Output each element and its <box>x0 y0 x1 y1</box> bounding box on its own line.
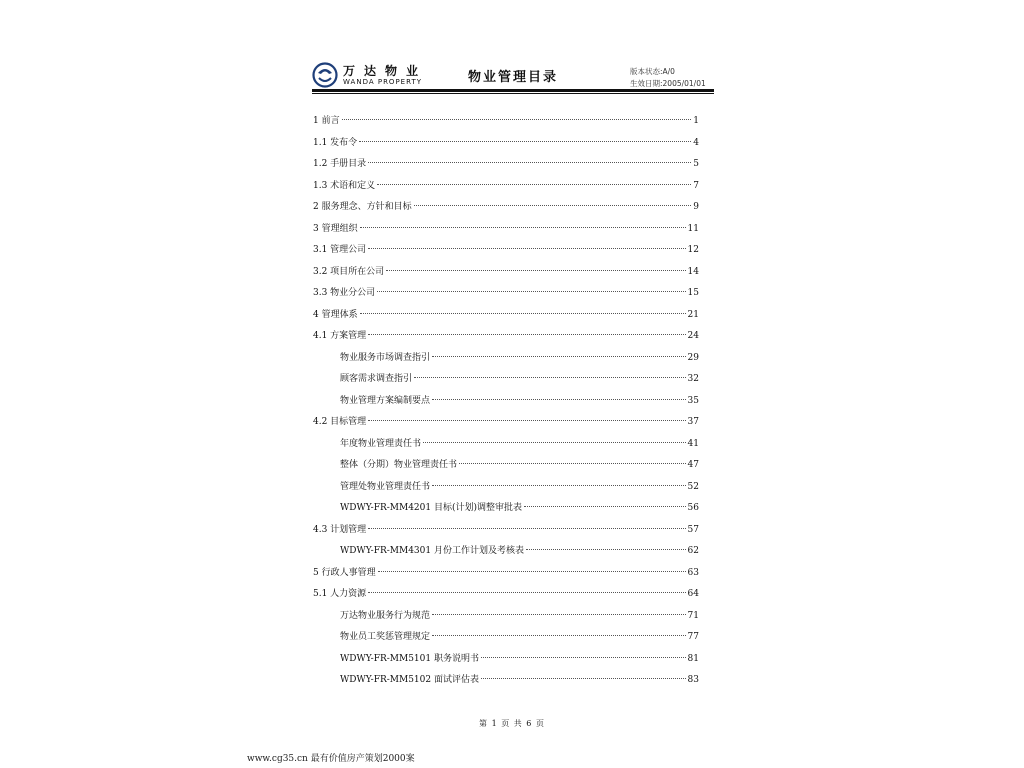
toc-entry[interactable] <box>313 350 699 372</box>
toc-entry[interactable] <box>313 178 699 200</box>
toc-entry-title: 1.2 手册目录 <box>313 159 367 169</box>
toc-entry-title: 5 行政人事管理 <box>313 567 376 578</box>
toc-entry-page: 63 <box>687 567 699 578</box>
toc-entry-title: 3.1 管理公司 <box>313 245 367 255</box>
toc-entry-title: 4 管理体系 <box>313 309 358 320</box>
toc-entry[interactable] <box>313 500 699 522</box>
toc-entry-page: 9 <box>693 202 699 212</box>
toc-dot-leader <box>432 399 686 400</box>
toc-dot-leader <box>378 571 686 572</box>
toc-entry-title: 年度物业管理责任书 <box>340 438 422 449</box>
toc-entry-title: 4.1 方案管理 <box>313 331 367 341</box>
toc-entry-page: 29 <box>687 352 699 363</box>
toc-entry-title: WDWY-FR-MM4201 目标(计划)调整审批表 <box>340 503 522 513</box>
toc-dot-leader <box>368 162 691 163</box>
toc-dot-leader <box>386 270 685 271</box>
toc-dot-leader <box>368 334 685 335</box>
toc-entry-title: WDWY-FR-MM5102 面试评估表 <box>340 675 479 685</box>
toc-dot-leader <box>360 227 686 228</box>
toc-entry[interactable] <box>313 586 699 608</box>
toc-entry-page: 41 <box>687 438 699 449</box>
toc-entry[interactable] <box>313 393 699 415</box>
toc-entry[interactable] <box>313 242 699 264</box>
toc-entry-title: 物业服务市场调查指引 <box>340 352 431 363</box>
header-rule <box>312 89 714 92</box>
toc-entry-title: 3.2 项目所在公司 <box>313 266 385 277</box>
toc-entry[interactable] <box>313 328 699 350</box>
toc-entry-page: 77 <box>687 632 699 642</box>
page-header <box>312 58 714 92</box>
toc-dot-leader <box>368 528 685 529</box>
toc-entry-title: 4.2 目标管理 <box>313 417 367 427</box>
toc-entry-page: 52 <box>687 481 699 492</box>
toc-entry-page: 11 <box>687 223 699 234</box>
effective-date-label: 生效日期:2005/01/01 <box>630 79 706 88</box>
toc-entry[interactable] <box>313 672 699 694</box>
toc-dot-leader <box>459 463 686 464</box>
toc-entry[interactable] <box>313 221 699 243</box>
toc-entry-title: 2 服务理念、方针和目标 <box>313 202 412 212</box>
toc-dot-leader <box>432 614 686 615</box>
toc-entry-title: 5.1 人力资源 <box>313 589 367 599</box>
toc-entry-title: WDWY-FR-MM5101 职务说明书 <box>340 653 479 664</box>
toc-dot-leader <box>414 377 686 378</box>
toc-entry-page: 83 <box>687 675 699 685</box>
toc-dot-leader <box>524 506 686 507</box>
table-of-contents <box>313 113 699 694</box>
toc-entry-title: 物业管理方案编制要点 <box>340 395 431 406</box>
toc-entry-title: 1 前言 <box>313 116 340 126</box>
company-name-en: WANDA PROPERTY <box>343 78 422 86</box>
toc-entry-title: 整体（分期）物业管理责任书 <box>340 460 458 470</box>
toc-entry-page: 71 <box>687 610 699 621</box>
toc-entry[interactable] <box>313 307 699 329</box>
toc-entry-page: 4 <box>693 137 699 148</box>
toc-dot-leader <box>359 141 691 142</box>
toc-dot-leader <box>432 356 686 357</box>
toc-dot-leader <box>423 442 686 443</box>
toc-entry-title: 万达物业服务行为规范 <box>340 610 431 621</box>
toc-entry-page: 32 <box>687 374 699 384</box>
toc-entry-title: 3.3 物业分公司 <box>313 288 376 298</box>
toc-entry[interactable] <box>313 457 699 479</box>
document-title: 物业管理目录 <box>468 70 559 85</box>
toc-dot-leader <box>377 291 685 292</box>
toc-entry-page: 5 <box>693 159 699 169</box>
version-label: 版本状态:A/0 <box>630 67 675 76</box>
toc-entry-page: 15 <box>687 288 699 298</box>
toc-entry-title: 管理处物业管理责任书 <box>340 481 431 492</box>
toc-dot-leader <box>432 635 686 636</box>
wanda-logo-icon <box>312 62 338 88</box>
toc-entry[interactable] <box>313 414 699 436</box>
toc-dot-leader <box>432 485 686 486</box>
toc-entry-page: 24 <box>687 331 699 341</box>
toc-entry[interactable] <box>313 285 699 307</box>
toc-entry[interactable] <box>313 522 699 544</box>
toc-dot-leader <box>368 592 685 593</box>
toc-entry-title: WDWY-FR-MM4301 月份工作计划及考核表 <box>340 546 524 556</box>
toc-dot-leader <box>481 678 686 679</box>
page-number: 第 1 页 共 6 页 <box>479 719 545 728</box>
toc-dot-leader <box>414 205 692 206</box>
toc-entry[interactable] <box>313 156 699 178</box>
toc-dot-leader <box>368 248 685 249</box>
toc-entry-title: 顾客需求调查指引 <box>340 374 413 384</box>
toc-dot-leader <box>377 184 691 185</box>
toc-entry[interactable] <box>313 565 699 587</box>
toc-entry-title: 3 管理组织 <box>313 223 358 234</box>
toc-entry-page: 57 <box>687 524 699 535</box>
toc-dot-leader <box>481 657 686 658</box>
toc-entry-page: 35 <box>687 395 699 406</box>
toc-entry-page: 14 <box>687 266 699 277</box>
toc-entry[interactable] <box>313 651 699 673</box>
toc-entry-page: 7 <box>693 180 699 191</box>
toc-entry-page: 12 <box>687 245 699 255</box>
toc-entry-page: 1 <box>693 116 699 126</box>
toc-entry-page: 56 <box>687 503 699 513</box>
toc-entry-page: 62 <box>687 546 699 556</box>
toc-entry[interactable] <box>313 135 699 157</box>
toc-entry-page: 21 <box>687 309 699 320</box>
toc-entry[interactable] <box>313 199 699 221</box>
document-meta <box>630 66 706 90</box>
toc-entry-title: 物业员工奖惩管理规定 <box>340 632 431 642</box>
toc-dot-leader <box>368 420 685 421</box>
toc-entry[interactable] <box>313 264 699 286</box>
toc-entry[interactable] <box>313 371 699 393</box>
toc-dot-leader <box>526 549 686 550</box>
toc-dot-leader <box>360 313 686 314</box>
toc-entry[interactable] <box>313 113 699 135</box>
toc-entry[interactable] <box>313 543 699 565</box>
toc-dot-leader <box>342 119 692 120</box>
toc-entry-page: 37 <box>687 417 699 427</box>
toc-entry-title: 4.3 计划管理 <box>313 524 367 535</box>
toc-entry[interactable] <box>313 436 699 458</box>
company-name-cn: 万达物业 <box>343 64 428 78</box>
header-rule-thin <box>312 93 714 94</box>
toc-entry-title: 1.1 发布令 <box>313 137 358 148</box>
toc-entry[interactable] <box>313 629 699 651</box>
toc-entry[interactable] <box>313 479 699 501</box>
toc-entry-title: 1.3 术语和定义 <box>313 180 376 191</box>
toc-entry-page: 47 <box>687 460 699 470</box>
toc-entry-page: 64 <box>687 589 699 599</box>
toc-entry-page: 81 <box>687 653 699 664</box>
toc-entry[interactable] <box>313 608 699 630</box>
watermark-text: www.cg35.cn 最有价值房产策划2000案 <box>247 754 415 764</box>
